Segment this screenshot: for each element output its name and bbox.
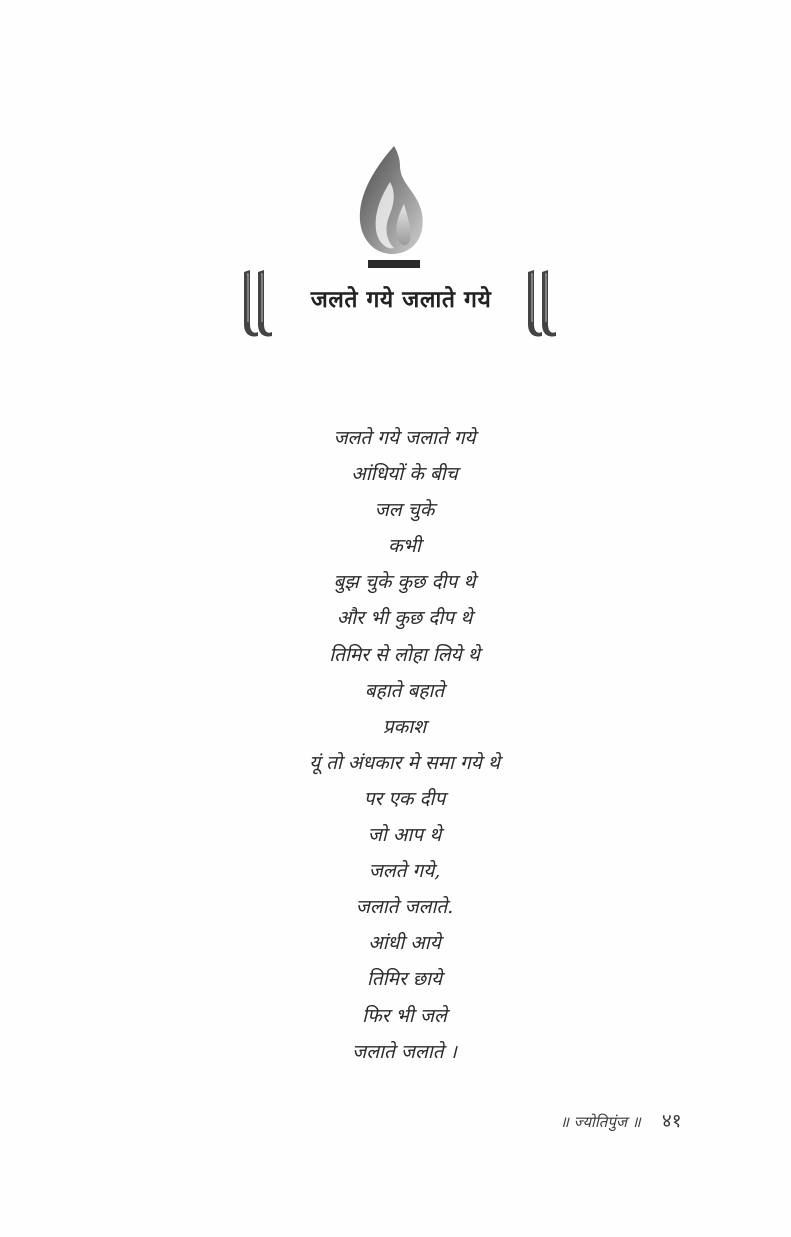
poem-line: बहाते बहाते: [364, 679, 445, 702]
poem-line: कभी: [388, 535, 421, 558]
poem-line: और भी कुछ दीप थे: [336, 607, 473, 630]
page-footer: [560, 1107, 710, 1137]
poem-line: आंधी आये: [368, 932, 441, 955]
poem-body: [0, 420, 791, 1070]
page-number: ४१: [661, 1110, 682, 1132]
left-double-danda-ornament: [238, 262, 278, 342]
poem-line: जलते गये,: [368, 860, 441, 883]
poem-line: जल चुके: [374, 499, 435, 522]
poem-line: बुझ चुके कुछ दीप थे: [333, 571, 476, 594]
poem-line: फिर भी जले: [362, 1004, 447, 1027]
poem-line: जलाते जलाते ।: [352, 1040, 457, 1063]
poem-line: जलते गये जलाते गये: [333, 427, 476, 449]
poem-line: तिमिर से लोहा लिये थे: [329, 643, 480, 666]
book-title: ॥ ज्योतिपुंज ॥: [560, 1113, 641, 1131]
poem-line: जो आप थे: [367, 824, 442, 847]
poem-line: आंधियों के बीच: [351, 463, 458, 486]
poem-line: तिमिर छाये: [366, 968, 443, 991]
page-title: जलते गये जलाते गये: [310, 287, 492, 313]
flame-lamp-icon: [350, 142, 432, 274]
poem-line: यूं तो अंधकार मे समा गये थे: [309, 751, 500, 774]
poem-line: प्रकाश: [382, 715, 427, 738]
poem-line: जलाते जलाते.: [355, 896, 454, 919]
poem-line: पर एक दीप: [363, 787, 446, 810]
right-double-danda-ornament: [522, 262, 562, 342]
title-banner: [232, 262, 568, 342]
